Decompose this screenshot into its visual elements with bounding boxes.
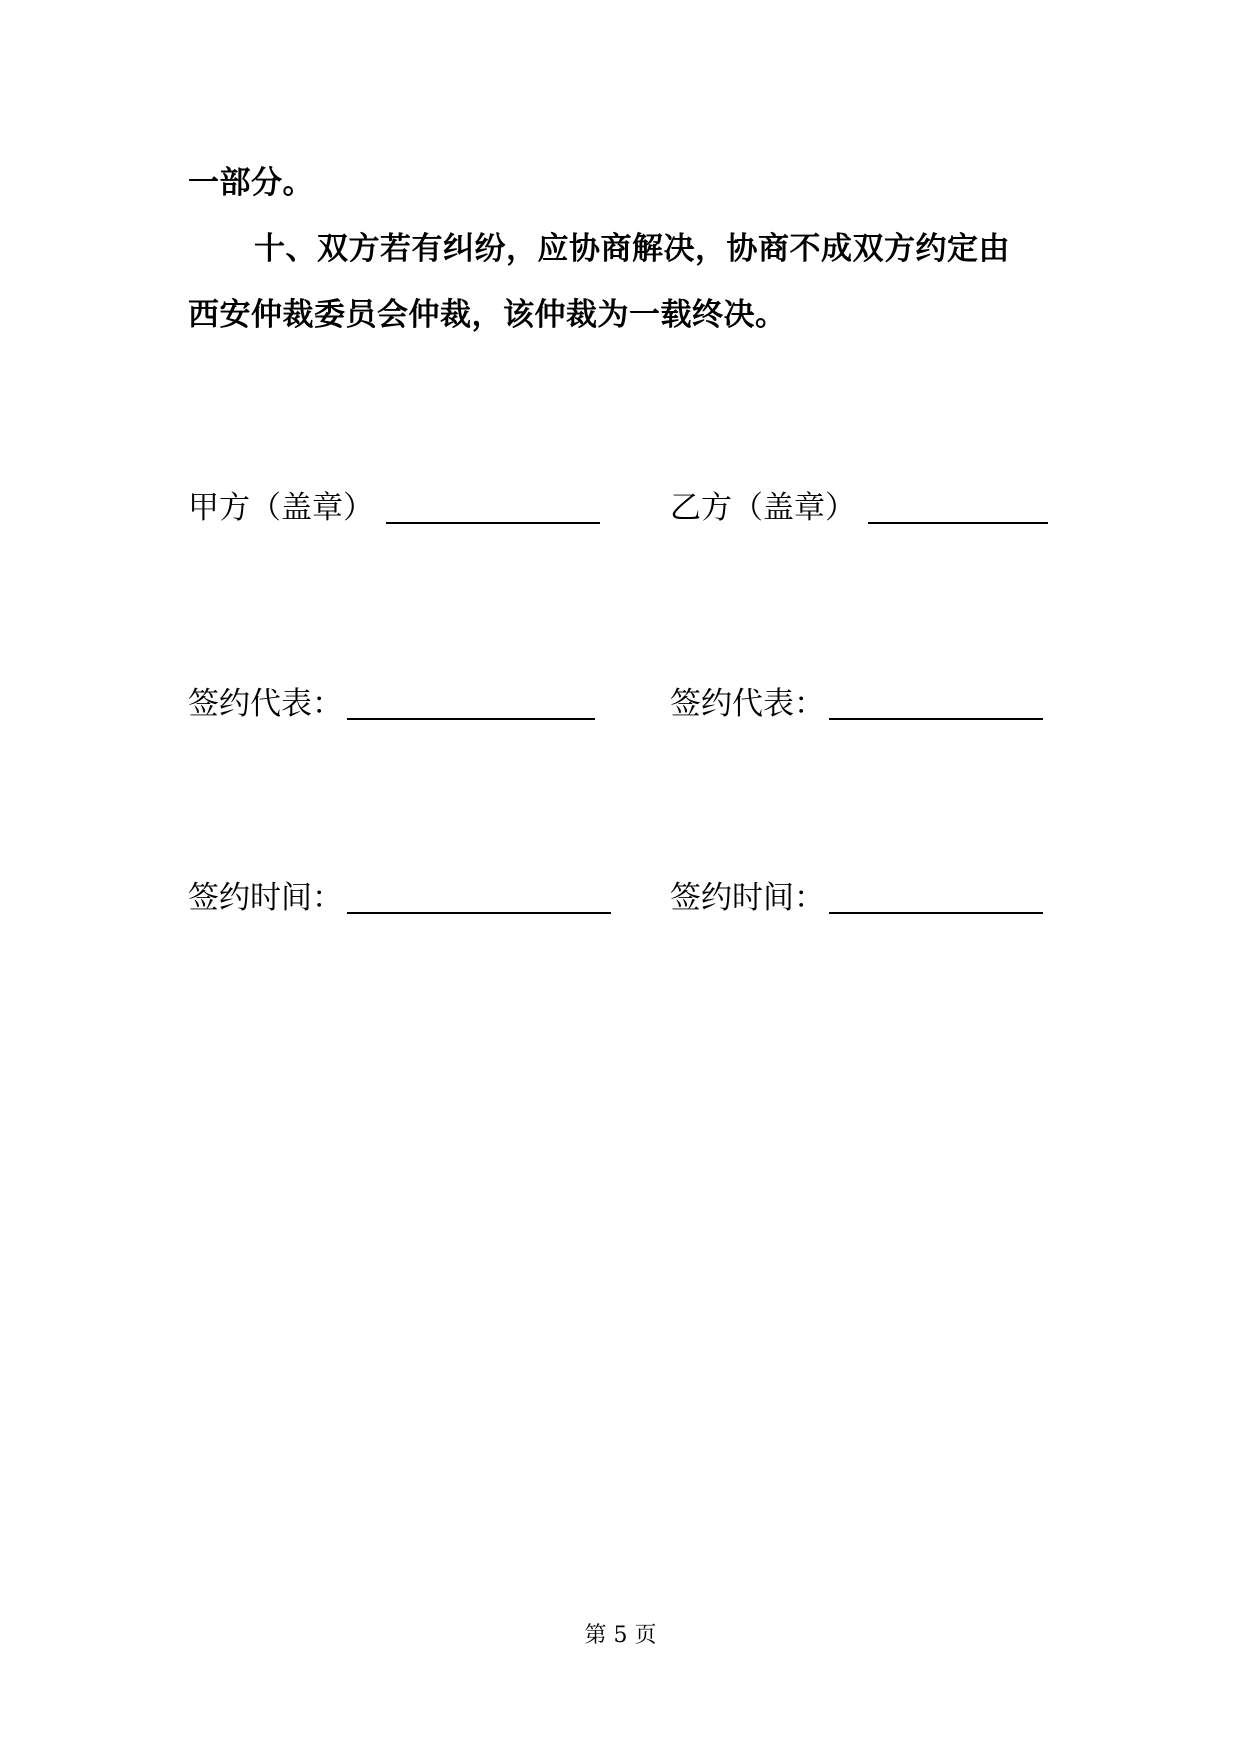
clause-ten-line-1: 十、双方若有纠纷，应协商解决，协商不成双方约定由 bbox=[254, 231, 1010, 267]
paragraph-tail bbox=[188, 150, 1058, 216]
party-a-time-row bbox=[188, 878, 611, 918]
party-b-time-row bbox=[670, 878, 1043, 918]
party-a-time-label: 签约时间： bbox=[188, 880, 343, 916]
clause-ten-line-2: 西安仲裁委员会仲裁，该仲裁为一载终决。 bbox=[188, 297, 787, 333]
party-a-representative-line bbox=[347, 718, 595, 720]
party-a-time-line bbox=[347, 912, 611, 914]
party-a-seal-label: 甲方（盖章） bbox=[188, 490, 374, 526]
page-number: 第 5 页 bbox=[584, 1623, 657, 1648]
party-b-time-label: 签约时间： bbox=[670, 880, 825, 916]
party-a-representative-row bbox=[188, 684, 595, 724]
party-b-representative-row bbox=[670, 684, 1043, 724]
page-footer bbox=[0, 1622, 1241, 1650]
clause-ten bbox=[188, 216, 1058, 348]
party-b-seal-line bbox=[868, 522, 1048, 524]
party-b-seal-row bbox=[670, 488, 1048, 528]
party-b-representative-line bbox=[829, 718, 1043, 720]
party-a-representative-label: 签约代表： bbox=[188, 686, 343, 722]
party-a-seal-row bbox=[188, 488, 600, 528]
party-a-seal-line bbox=[386, 522, 600, 524]
party-b-seal-label: 乙方（盖章） bbox=[670, 490, 856, 526]
party-b-time-line bbox=[829, 912, 1043, 914]
paragraph-tail-text: 一部分。 bbox=[188, 165, 314, 201]
party-b-representative-label: 签约代表： bbox=[670, 686, 825, 722]
